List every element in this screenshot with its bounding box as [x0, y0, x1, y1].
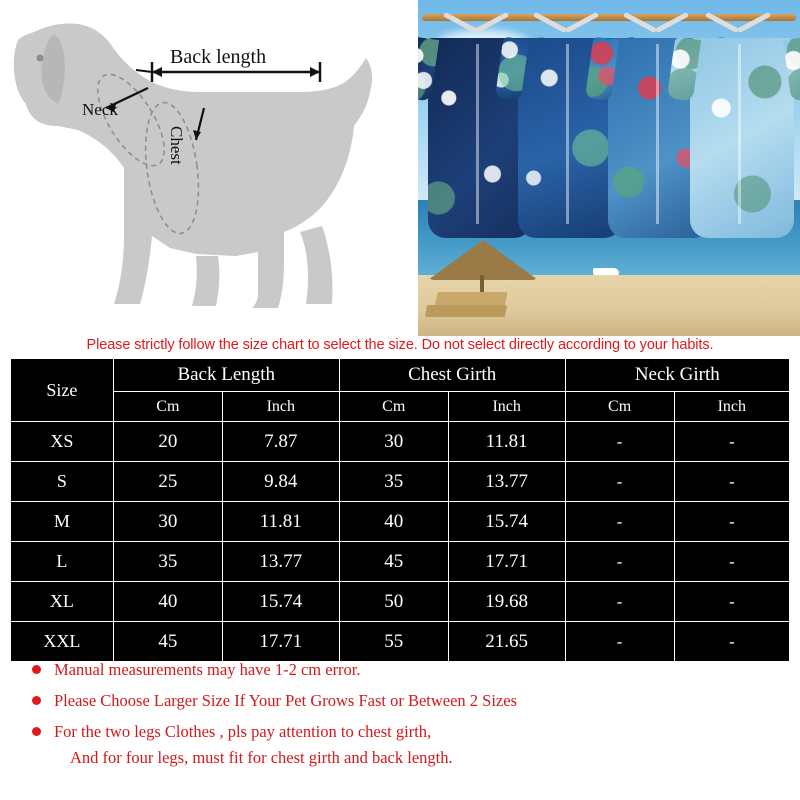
shirt-sleeve: [418, 36, 439, 101]
bullet-icon: [32, 665, 41, 674]
bullet-icon: [32, 696, 41, 705]
cell-back-inch: 15.74: [222, 582, 339, 622]
cell-chest-cm: 45: [339, 542, 448, 582]
cell-back-cm: 20: [113, 422, 222, 462]
cell-neck-inch: -: [674, 542, 789, 582]
header-neck-inch: Inch: [674, 392, 789, 422]
note-text: Manual measurements may have 1-2 cm error.: [54, 660, 361, 679]
cell-chest-inch: 15.74: [448, 502, 565, 542]
size-chart-table: [10, 358, 790, 662]
cell-neck-cm: -: [565, 502, 674, 542]
note-item: [10, 660, 790, 680]
cell-chest-inch: 13.77: [448, 462, 565, 502]
note-text: Please Choose Larger Size If Your Pet Grows Fast or Between 2 Sizes: [54, 690, 517, 710]
label-neck: Neck: [82, 100, 118, 119]
cell-chest-inch: 21.65: [448, 622, 565, 662]
shirt-placket: [566, 44, 569, 224]
cell-neck-cm: -: [565, 462, 674, 502]
cell-size: XS: [11, 422, 114, 462]
cell-size: S: [11, 462, 114, 502]
table-row: [11, 622, 790, 662]
cell-neck-inch: -: [674, 582, 789, 622]
label-back-length: Back length: [170, 46, 267, 68]
cell-neck-cm: -: [565, 582, 674, 622]
cell-size: L: [11, 542, 114, 582]
cell-chest-inch: 17.71: [448, 542, 565, 582]
header-neck-girth: Neck Girth: [565, 359, 789, 392]
cell-back-cm: 30: [113, 502, 222, 542]
cell-back-inch: 11.81: [222, 502, 339, 542]
shirt-item: [690, 38, 794, 238]
table-row: [11, 422, 790, 462]
cell-chest-cm: 55: [339, 622, 448, 662]
cell-back-cm: 45: [113, 622, 222, 662]
cell-size: XL: [11, 582, 114, 622]
table-row: [11, 502, 790, 542]
cell-neck-cm: -: [565, 422, 674, 462]
warning-text: Please strictly follow the size chart to select the size. Do not select directly according to your habits.: [86, 337, 714, 353]
cell-back-inch: 17.71: [222, 622, 339, 662]
table-header-unit-row: [11, 392, 790, 422]
bullet-icon: [32, 727, 41, 736]
shirt-sleeve: [783, 36, 800, 101]
header-chest-cm: Cm: [339, 392, 448, 422]
top-section: [0, 0, 800, 336]
cell-back-cm: 25: [113, 462, 222, 502]
shirt-placket: [738, 44, 741, 224]
shirt-placket: [656, 44, 659, 224]
cell-chest-inch: 11.81: [448, 422, 565, 462]
table-row: [11, 542, 790, 582]
cell-neck-cm: -: [565, 622, 674, 662]
label-chest: Chest: [167, 126, 186, 165]
header-back-inch: Inch: [222, 392, 339, 422]
note-text: And for four legs, must fit for chest girth and back length.: [70, 748, 453, 768]
cell-size: XXL: [11, 622, 114, 662]
cell-neck-inch: -: [674, 422, 789, 462]
cell-chest-inch: 19.68: [448, 582, 565, 622]
note-item: [10, 722, 790, 742]
table-row: [11, 462, 790, 502]
cell-back-inch: 13.77: [222, 542, 339, 582]
cell-neck-inch: -: [674, 622, 789, 662]
header-chest-inch: Inch: [448, 392, 565, 422]
cell-neck-inch: -: [674, 502, 789, 542]
table-row: [11, 582, 790, 622]
product-photo: [418, 0, 800, 336]
note-item-continuation: [10, 748, 790, 768]
cell-neck-inch: -: [674, 462, 789, 502]
cell-back-inch: 9.84: [222, 462, 339, 502]
table-header-group-row: [11, 359, 790, 392]
cell-back-cm: 40: [113, 582, 222, 622]
cell-chest-cm: 30: [339, 422, 448, 462]
note-item: [10, 691, 790, 711]
cell-size: M: [11, 502, 114, 542]
note-text: For the two legs Clothes , pls pay attention to chest girth,: [54, 721, 432, 741]
cell-neck-cm: -: [565, 542, 674, 582]
header-back-length: Back Length: [113, 359, 339, 392]
cell-chest-cm: 35: [339, 462, 448, 502]
header-neck-cm: Cm: [565, 392, 674, 422]
hanging-rod: [422, 14, 796, 21]
header-size: Size: [11, 359, 114, 422]
cell-back-cm: 35: [113, 542, 222, 582]
notes-list: [10, 660, 790, 779]
cell-back-inch: 7.87: [222, 422, 339, 462]
measurement-diagram: [0, 0, 418, 336]
cell-chest-cm: 40: [339, 502, 448, 542]
shirt-placket: [476, 44, 479, 224]
boat-shape: [593, 268, 619, 275]
cell-chest-cm: 50: [339, 582, 448, 622]
header-back-cm: Cm: [113, 392, 222, 422]
lounge-chair: [425, 305, 507, 317]
header-chest-girth: Chest Girth: [339, 359, 565, 392]
